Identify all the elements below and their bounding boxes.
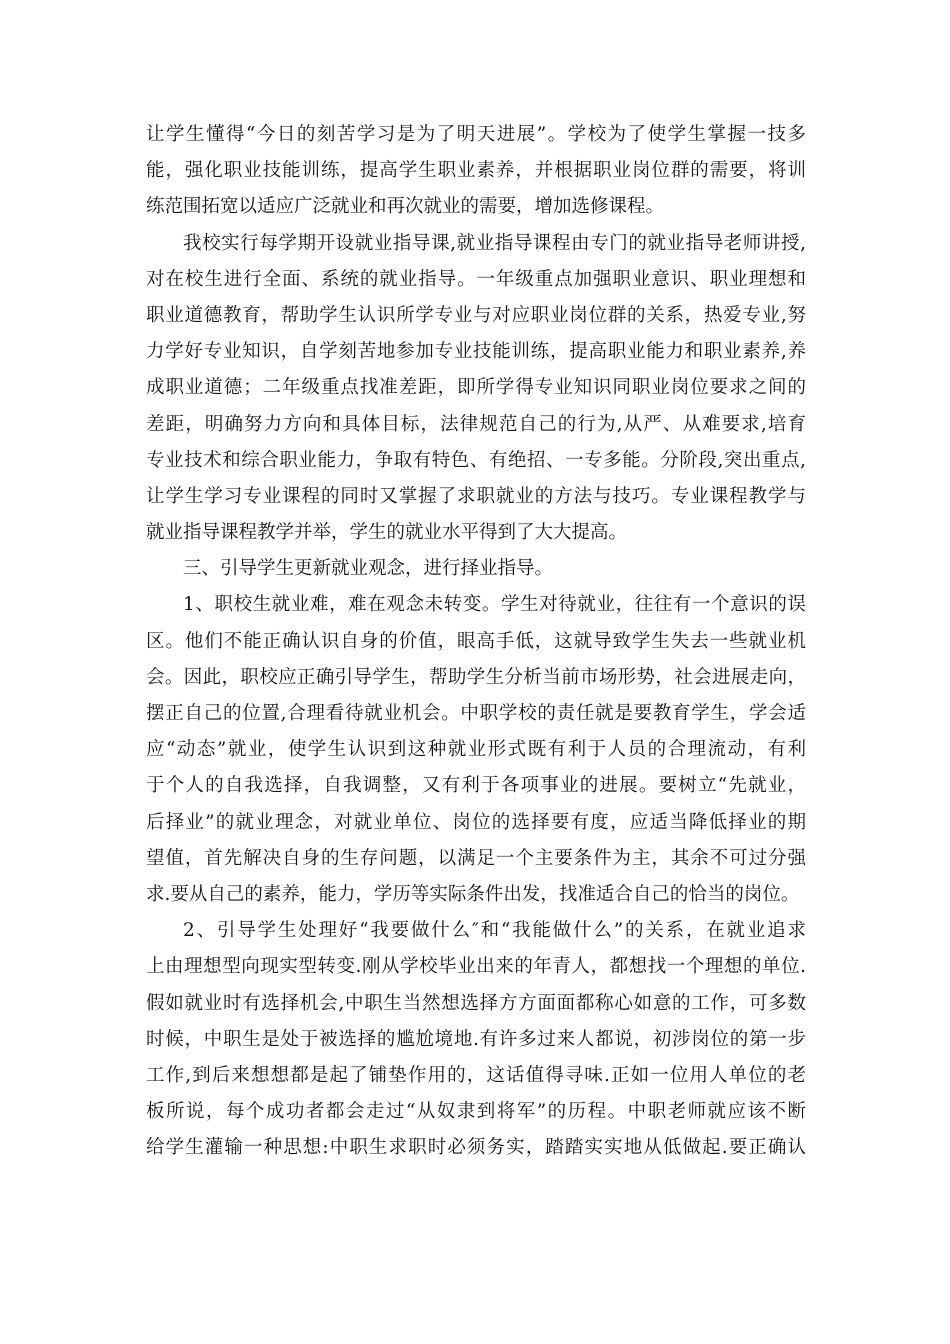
text-line: 给学生灌输一种思想:中职生求职时必须务实，踏踏实实地从低做起.要正确认 bbox=[146, 1137, 806, 1159]
text-line: 练范围拓宽以适应广泛就业和再次就业的需要，增加选修课程。 bbox=[146, 196, 665, 218]
text-line: 后择业”的就业理念，对就业单位、岗位的选择要有度，应适当降低择业的期 bbox=[146, 811, 806, 833]
text-line: 力学好专业知识，自学刻苦地参加专业技能训练，提高职业能力和职业素养,养 bbox=[146, 341, 806, 363]
text-line: 板所说，每个成功者都会走过“从奴隶到将军”的历程。中职老师就应该不断 bbox=[146, 1101, 806, 1123]
text-line: 专业技术和综合职业能力，争取有特色、有绝招、一专多能。分阶段,突出重点, bbox=[146, 449, 806, 471]
text-line: 成职业道德；二年级重点找准差距，即所学得专业知识同职业岗位要求之间的 bbox=[146, 377, 806, 399]
text-line: 工作,到后来想想都是起了铺垫作用的，这话值得寻味.正如一位用人单位的老 bbox=[146, 1064, 806, 1086]
text-line: 会。因此，职校应正确引导学生，帮助学生分析当前市场形势，社会进展走向， bbox=[146, 666, 806, 688]
text-line: 于个人的自我选择，自我调整，又有利于各项事业的进展。要树立“先就业， bbox=[146, 775, 806, 797]
text-line: 1、职校生就业难，难在观念未转变。学生对待就业，往往有一个意识的误 bbox=[183, 594, 806, 616]
text-line: 2、引导学生处理好“我要做什么″和“我能做什么”的关系，在就业追求 bbox=[183, 920, 806, 942]
section-heading: 三、引导学生更新就业观念，进行择业指导。 bbox=[183, 558, 554, 580]
text-line: 时候，中职生是处于被选择的尴尬境地.有许多过来人都说，初涉岗位的第一步 bbox=[146, 1028, 806, 1050]
text-line: 应“动态”就业，使学生认识到这种就业形式既有利于人员的合理流动，有利 bbox=[146, 739, 806, 761]
text-line: 摆正自己的位置,合理看待就业机会。中职学校的责任就是要教育学生，学会适 bbox=[146, 703, 806, 724]
text-line: 上由理想型向现实型转变.刚从学校毕业出来的年青人，都想找一个理想的单位. bbox=[146, 956, 806, 978]
text-line: 让学生学习专业课程的同时又掌握了求职就业的方法与技巧。专业课程教学与 bbox=[146, 485, 806, 507]
text-line: 求.要从自己的素养，能力，学历等实际条件出发，找准适合自己的恰当的岗位。 bbox=[146, 883, 800, 905]
text-line: 区。他们不能正确认识自身的价值，眼高手低，这就导致学生失去一些就业机 bbox=[146, 630, 806, 652]
text-line: 假如就业时有选择机会,中职生当然想选择方方面面都称心如意的工作，可多数 bbox=[146, 992, 806, 1014]
text-line: 职业道德教育，帮助学生认识所学专业与对应职业岗位群的关系，热爱专业,努 bbox=[146, 304, 806, 326]
document-body bbox=[146, 117, 806, 1166]
text-line: 让学生懂得“今日的刻苦学习是为了明天进展”。学校为了使学生掌握一技多 bbox=[146, 124, 806, 145]
text-line: 我校实行每学期开设就业指导课,就业指导课程由专门的就业指导老师讲授, bbox=[183, 232, 806, 254]
text-line: 差距，明确努力方向和具体目标，法律规范自己的行为,从严、从难要求,培育 bbox=[146, 413, 806, 435]
text-line: 望值，首先解决自身的生存问题，以满足一个主要条件为主，其余不可过分强 bbox=[146, 847, 806, 869]
text-line: 能，强化职业技能训练，提高学生职业素养，并根据职业岗位群的需要，将训 bbox=[146, 160, 806, 182]
text-line: 对在校生进行全面、系统的就业指导。一年级重点加强职业意识、职业理想和 bbox=[146, 268, 806, 290]
text-line: 就业指导课程教学并举，学生的就业水平得到了大大提高。 bbox=[146, 522, 628, 544]
